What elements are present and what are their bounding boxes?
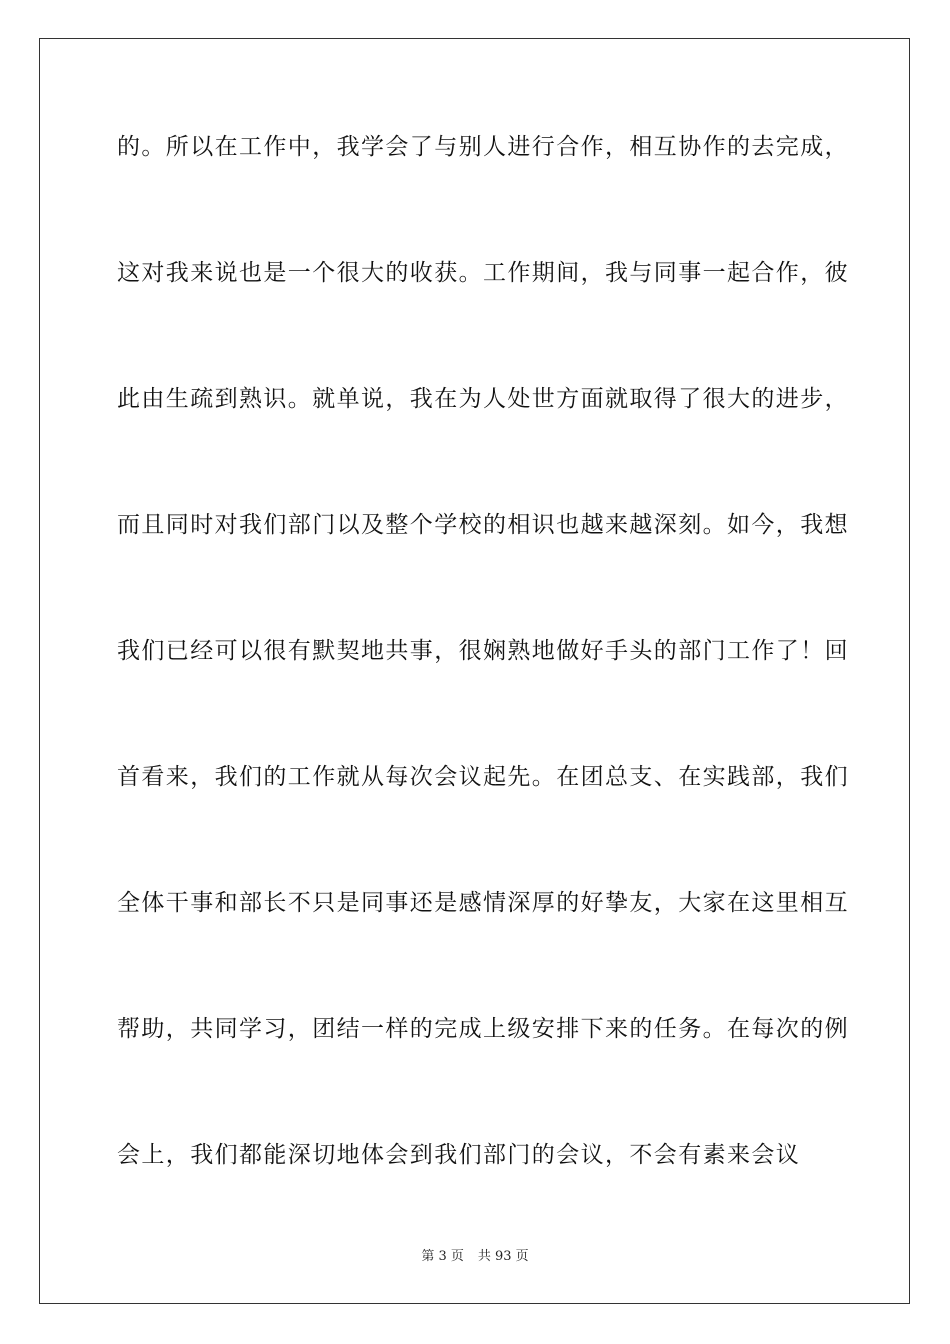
text-line: 我们已经可以很有默契地共事，很娴熟地做好手头的部门工作了！回 xyxy=(117,638,849,664)
text-line: 全体干事和部长不只是同事还是感情深厚的好挚友，大家在这里相互 xyxy=(117,890,849,916)
text-line: 帮助，共同学习，团结一样的完成上级安排下来的任务。在每次的例 xyxy=(117,1016,849,1042)
total-pages: 共 93 页 xyxy=(477,1249,529,1264)
text-line: 首看来，我们的工作就从每次会议起先。在团总支、在实践部，我们 xyxy=(117,764,849,790)
page-number: 第 3 页 xyxy=(421,1249,464,1264)
text-line: 此由生疏到熟识。就单说，我在为人处世方面就取得了很大的进步， xyxy=(117,386,849,412)
text-line: 而且同时对我们部门以及整个学校的相识也越来越深刻。如今，我想 xyxy=(117,512,849,538)
page-footer xyxy=(0,1248,950,1266)
document-body xyxy=(117,124,849,1258)
text-line: 会上，我们都能深切地体会到我们部门的会议，不会有素来会议 xyxy=(117,1142,801,1168)
text-line: 这对我来说也是一个很大的收获。工作期间，我与同事一起合作，彼 xyxy=(117,260,849,286)
text-line: 的。所以在工作中，我学会了与别人进行合作，相互协作的去完成， xyxy=(117,134,849,160)
